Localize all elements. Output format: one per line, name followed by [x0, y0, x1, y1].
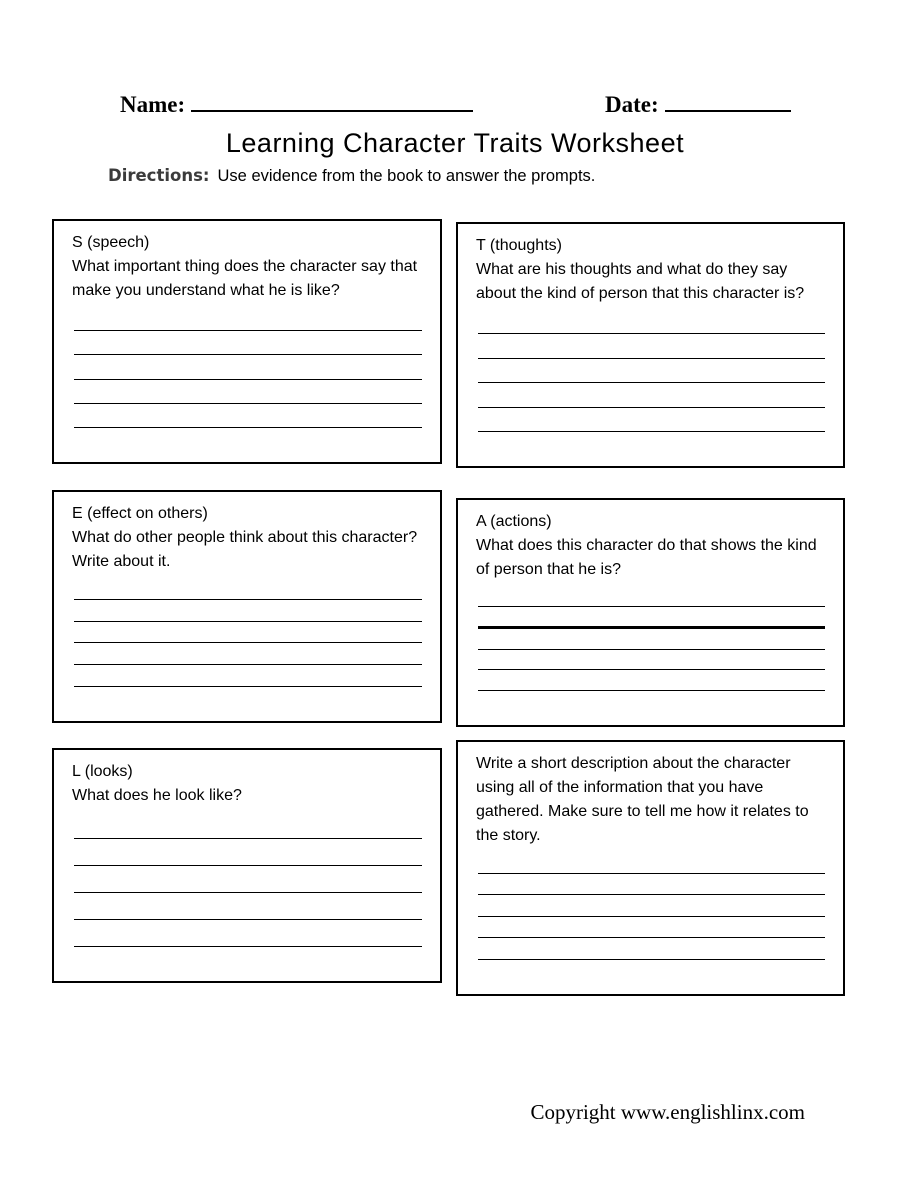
- copyright-text: Copyright www.englishlinx.com: [530, 1100, 805, 1124]
- directions-label: Directions:: [108, 166, 210, 185]
- writing-lines: [478, 586, 827, 725]
- writing-line: [478, 607, 825, 630]
- writing-line: [478, 586, 825, 607]
- date-field: [605, 88, 791, 118]
- writing-line: [478, 310, 825, 334]
- question-box-thoughts: [456, 222, 845, 468]
- date-blank-line: [665, 88, 791, 112]
- writing-line: [478, 852, 825, 874]
- question-box-summary: [456, 740, 845, 996]
- writing-line: [478, 938, 825, 960]
- name-field: [120, 88, 473, 118]
- writing-line: [74, 380, 422, 404]
- directions-row: [108, 166, 808, 186]
- page-title: Learning Character Traits Worksheet: [225, 128, 685, 158]
- writing-line: [74, 866, 422, 893]
- box-prompt: What does this character do that shows the kind of person that he is?: [476, 537, 817, 578]
- writing-line: [74, 920, 422, 947]
- writing-line: [478, 895, 825, 917]
- writing-line: [74, 578, 422, 600]
- box-prompt: What are his thoughts and what do they say about the kind of person that this character is?: [476, 261, 805, 302]
- writing-line: [74, 331, 422, 355]
- directions-text: Use evidence from the book to answer the prompts.: [217, 167, 596, 185]
- name-blank-line: [191, 88, 473, 112]
- writing-line: [478, 650, 825, 671]
- box-prompt: What important thing does the character say that make you understand what he is like?: [72, 258, 418, 299]
- box-heading: E (effect on others): [72, 505, 208, 522]
- box-heading: S (speech): [72, 234, 150, 251]
- writing-line: [74, 812, 422, 839]
- writing-line: [74, 307, 422, 331]
- writing-line: [478, 383, 825, 407]
- writing-line: [478, 670, 825, 691]
- box-prompt: Write a short description about the character using all of the information that you have gathered. Make sure to tell me how it relates to the story.: [476, 755, 809, 844]
- box-heading: L (looks): [72, 763, 133, 780]
- date-label: Date:: [605, 92, 659, 117]
- box-heading: A (actions): [476, 513, 552, 530]
- writing-line: [74, 643, 422, 665]
- writing-line: [74, 600, 422, 622]
- writing-line: [74, 839, 422, 866]
- writing-lines: [74, 578, 424, 721]
- question-box-actions: [456, 498, 845, 727]
- writing-lines: [478, 852, 827, 994]
- box-prompt: What does he look like?: [72, 787, 242, 804]
- writing-line: [478, 359, 825, 383]
- writing-line: [478, 917, 825, 939]
- writing-line: [478, 334, 825, 358]
- box-prompt: What do other people think about this character? Write about it.: [72, 529, 418, 570]
- writing-lines: [74, 307, 424, 462]
- question-box-speech: [52, 219, 442, 464]
- writing-line: [74, 665, 422, 687]
- writing-line: [478, 408, 825, 432]
- writing-line: [74, 355, 422, 379]
- writing-line: [478, 874, 825, 896]
- writing-line: [74, 404, 422, 428]
- writing-lines: [74, 812, 424, 981]
- question-box-effect-on-others: [52, 490, 442, 723]
- writing-line: [478, 629, 825, 650]
- name-label: Name:: [120, 92, 186, 117]
- question-box-looks: [52, 748, 442, 983]
- box-heading: T (thoughts): [476, 237, 562, 254]
- writing-line: [74, 893, 422, 920]
- writing-line: [74, 622, 422, 644]
- writing-lines: [478, 310, 827, 466]
